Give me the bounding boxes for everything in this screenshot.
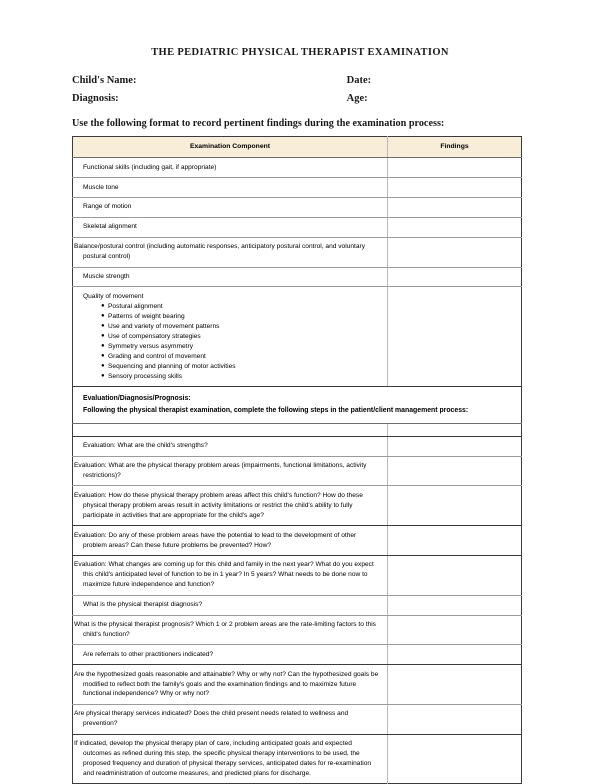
date-label: Date:	[346, 75, 372, 86]
list-item	[101, 302, 381, 312]
evaluation-question-label: Evaluation: Do any of these problem areas have the potential to lead to the development of other problem areas? Can these future problems be prevented? How?	[73, 526, 388, 556]
column-header-component: Examination Component	[73, 137, 388, 158]
page-title: THE PEDIATRIC PHYSICAL THERAPIST EXAMINATION	[151, 47, 449, 58]
table-header-row	[73, 137, 522, 158]
list-item-label: Use and variety of movement patterns	[108, 322, 220, 330]
section-heading-line1: Evaluation/Diagnosis/Prognosis:	[83, 395, 191, 403]
spacer-cell	[388, 423, 522, 436]
exam-component-label: Muscle tone	[73, 178, 388, 198]
list-item	[101, 342, 381, 352]
quality-of-movement-title: Quality of movement	[83, 292, 144, 300]
evaluation-question-label: Evaluation: How do these physical therapy problem areas affect this child's function? How do these physical therapy problem areas result in activity limitations or restrict the child's ability to fully participate in activities that are appropriate for the child's age?	[73, 486, 388, 526]
list-item	[101, 322, 381, 332]
exam-component-label: Functional skills (including gait, if appropriate)	[73, 158, 388, 178]
bullet-icon: ●	[101, 352, 105, 359]
findings-cell[interactable]	[388, 217, 522, 237]
findings-cell[interactable]	[388, 436, 522, 456]
evaluation-question-label: Evaluation: What are the child's strengths?	[73, 436, 388, 456]
table-row	[73, 615, 522, 645]
table-row	[73, 665, 522, 705]
exam-component-label: Skeletal alignment	[73, 217, 388, 237]
diagnosis-label: Diagnosis:	[72, 93, 119, 104]
table-row	[73, 217, 522, 237]
quality-of-movement-list	[83, 302, 381, 382]
evaluation-question-label: What is the physical therapist diagnosis?	[73, 595, 388, 615]
list-item-label: Sequencing and planning of motor activities	[108, 362, 236, 370]
age-label: Age:	[346, 93, 368, 104]
section-heading-line2: Following the physical therapist examination, complete the following steps in the patient/client management process:	[83, 406, 469, 414]
table-row	[73, 526, 522, 556]
field-row-diagnosis-age	[72, 93, 522, 104]
findings-cell[interactable]	[388, 526, 522, 556]
bullet-icon: ●	[101, 332, 105, 339]
findings-cell[interactable]	[388, 456, 522, 486]
table-body	[73, 158, 522, 784]
evaluation-question-label: If indicated, develop the physical therapy plan of care, including anticipated goals and expected outcomes as refined during this step, the specific physical therapy interventions to be used, the proposed frequency and duration of physical therapy services, anticipated dates for re-examination and readministration of outcome measures, and predicted plans for discharge.	[74, 740, 372, 777]
list-item-label: Postural alignment	[108, 302, 163, 310]
exam-component-label: Range of motion	[73, 197, 388, 217]
table-row	[73, 486, 522, 526]
findings-cell[interactable]	[388, 486, 522, 526]
list-item	[101, 362, 381, 372]
table-row	[73, 178, 522, 198]
bullet-icon: ●	[101, 312, 105, 319]
column-header-findings: Findings	[388, 137, 522, 158]
examination-table	[72, 136, 522, 784]
list-item	[101, 312, 381, 322]
findings-cell[interactable]	[388, 615, 522, 645]
evaluation-question-label: What is the physical therapist prognosis? Which 1 or 2 problem areas are the rate-limiting factors to this child's function?	[73, 615, 388, 645]
exam-component-label: Muscle strength	[73, 267, 388, 287]
table-row	[73, 555, 522, 595]
list-item	[101, 352, 381, 362]
findings-cell[interactable]	[388, 237, 522, 267]
instruction-text: Use the following format to record pertinent findings during the examination process:	[72, 118, 445, 129]
table-row	[73, 197, 522, 217]
bullet-icon: ●	[101, 362, 105, 369]
findings-cell[interactable]	[388, 267, 522, 287]
evaluation-question-label: Are physical therapy services indicated? Does the child present needs related to wellness and prevention?	[73, 704, 388, 734]
list-item-label: Sensory processing skills	[108, 372, 183, 380]
evaluation-question-label: Evaluation: What changes are coming up for this child and family in the next year? What do you expect this child's anticipated level of function to be in 1 year? In 5 years? What needs to be done now to maximize future independence and function?	[73, 555, 388, 595]
field-row-name-date	[72, 75, 522, 86]
list-item-label: Grading and control of movement	[108, 352, 206, 360]
findings-cell[interactable]	[388, 158, 522, 178]
list-item-label: Patterns of weight bearing	[108, 312, 185, 320]
spacer-row	[73, 423, 522, 436]
list-item-label: Symmetry versus asymmetry	[108, 342, 193, 350]
list-item-label: Use of compensatory strategies	[108, 332, 201, 340]
findings-cell[interactable]	[388, 645, 522, 665]
table-row	[73, 595, 522, 615]
table-row-quality-of-movement	[73, 287, 522, 387]
quality-of-movement-cell	[73, 287, 388, 387]
findings-cell[interactable]	[388, 595, 522, 615]
child-name-label: Child's Name:	[72, 75, 137, 86]
list-item	[101, 372, 381, 382]
evaluation-question-label: Evaluation: What are the physical therapy problem areas (impairments, functional limitations, activity restrictions)?	[73, 456, 388, 486]
section-heading-cell	[73, 387, 522, 423]
spacer-cell	[73, 423, 388, 436]
bullet-icon: ●	[101, 322, 105, 329]
table-row	[73, 734, 522, 784]
bullet-icon: ●	[101, 302, 105, 309]
table-row	[73, 237, 522, 267]
findings-cell[interactable]	[388, 665, 522, 705]
section-heading-row	[73, 387, 522, 423]
findings-cell[interactable]	[388, 734, 522, 784]
findings-cell[interactable]	[388, 287, 522, 387]
findings-cell[interactable]	[388, 197, 522, 217]
table-row	[73, 158, 522, 178]
evaluation-question-label: Are referrals to other practitioners indicated?	[73, 645, 388, 665]
bullet-icon: ●	[101, 342, 105, 349]
bullet-icon: ●	[101, 372, 105, 379]
table-row	[73, 456, 522, 486]
table-row	[73, 267, 522, 287]
findings-cell[interactable]	[388, 178, 522, 198]
exam-component-label: Balance/postural control (including automatic responses, anticipatory postural control, and voluntary postural control)	[73, 237, 388, 267]
list-item	[101, 332, 381, 342]
table-row	[73, 645, 522, 665]
findings-cell[interactable]	[388, 555, 522, 595]
table-row	[73, 436, 522, 456]
evaluation-question-label: Are the hypothesized goals reasonable and attainable? Why or why not? Can the hypothesized goals be modified to reflect both the family's goals and the examination findings and to maximize future functional independence? Why or why not?	[73, 665, 388, 705]
